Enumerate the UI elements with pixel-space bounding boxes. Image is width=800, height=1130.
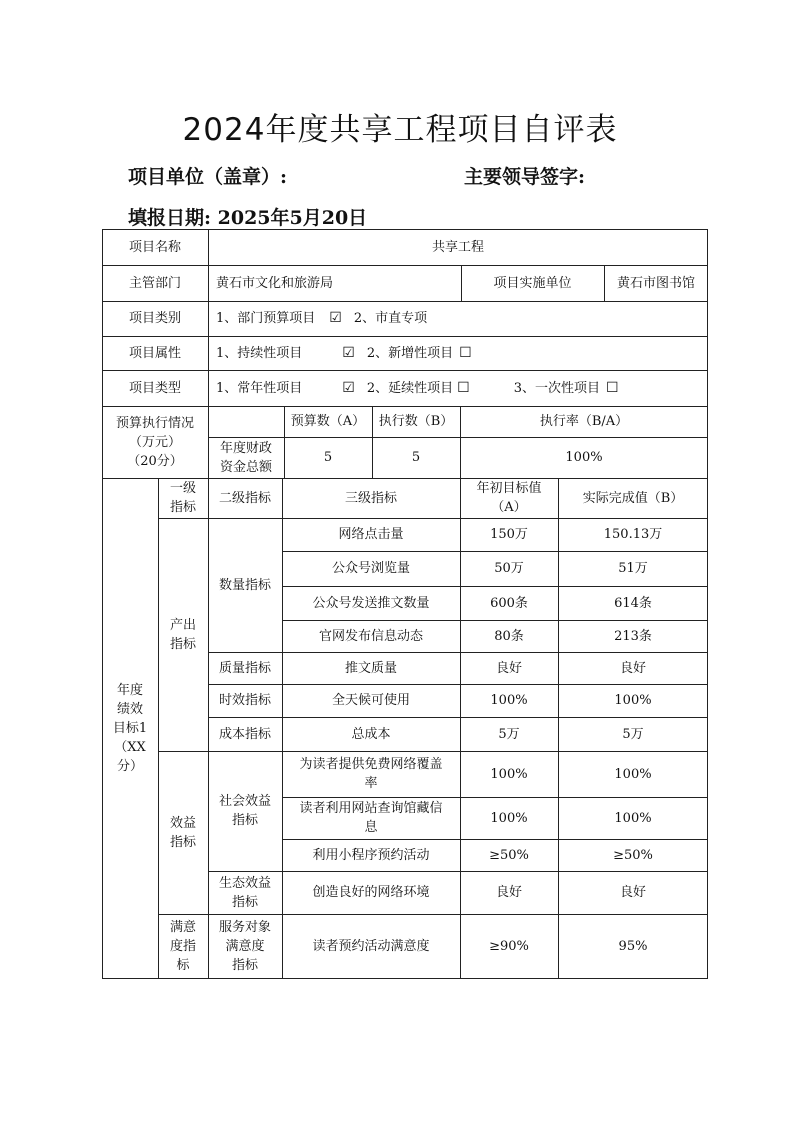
- head-target-line: 年初目标值: [476, 481, 542, 496]
- project-name-value: 共享工程: [431, 239, 484, 255]
- budget-col-rate: 执行率（B/A）: [539, 414, 629, 429]
- type-option-3: 3、一次性项目: [513, 380, 600, 396]
- indicator-actual: ≥50%: [613, 847, 653, 863]
- output-indicator-line: 产出: [169, 617, 196, 633]
- perf-goal-label-line: 分）: [116, 758, 143, 774]
- type-options: [208, 370, 708, 406]
- service-satisfaction-indicator: [208, 914, 282, 978]
- indicator-target: 良好: [495, 660, 522, 676]
- satisfaction-indicator-line: 度指: [169, 938, 196, 954]
- indicator-target: ≥90%: [489, 938, 529, 954]
- indicator-name: 全天候可使用: [331, 693, 410, 708]
- budget-label-line: （20分）: [127, 453, 183, 469]
- indicator-actual: 100%: [614, 810, 652, 826]
- attribute-option-2: 2、新增性项目: [366, 345, 454, 361]
- head-level1-line: 一级: [169, 481, 196, 496]
- indicator-actual: 良好: [619, 660, 646, 676]
- indicator-name: 官网发布信息动态: [318, 628, 423, 644]
- budget-a-value: 5: [323, 450, 333, 465]
- indicator-target: 100%: [490, 693, 528, 708]
- quantity-indicator: 数量指标: [218, 577, 271, 593]
- type-option-1: 1、常年性项目: [216, 380, 303, 396]
- dept-value: 黄石市文化和旅游局: [216, 275, 334, 291]
- indicator-target: 600条: [490, 595, 528, 611]
- output-indicator: [158, 518, 208, 751]
- indicator-name: 创造良好的网络环境: [312, 885, 430, 900]
- satisfaction-indicator: [158, 914, 208, 978]
- timeliness-indicator: 时效指标: [218, 693, 271, 708]
- satisfaction-indicator-line: 标: [176, 957, 190, 973]
- checkbox-empty-icon: ☐: [457, 379, 470, 396]
- indicator-name: 读者预约活动满意度: [312, 938, 430, 954]
- checkbox-checked-icon: ☑: [342, 344, 355, 361]
- perf-goal-label-line: 绩效: [116, 701, 143, 717]
- budget-col-b: 执行数（B）: [378, 414, 454, 429]
- budget-b-value: 5: [411, 450, 421, 465]
- satisfaction-indicator-line: 满意: [169, 919, 196, 935]
- social-benefit-line: 指标: [231, 813, 258, 828]
- head-target-line: （A）: [491, 500, 527, 515]
- indicator-actual: 95%: [618, 938, 648, 954]
- impl-unit-label: 项目实施单位: [493, 275, 572, 291]
- fill-date-label: 填报日期: 2025年5月20日: [128, 207, 368, 229]
- budget-row-label-line: 年度财政: [219, 440, 272, 456]
- checkbox-checked-icon: ☑: [342, 379, 355, 396]
- attribute-label: 项目属性: [128, 345, 181, 361]
- budget-rate-value: 100%: [565, 450, 603, 465]
- eco-benefit-line: 指标: [231, 894, 258, 910]
- impl-unit-value: 黄石市图书馆: [616, 275, 695, 291]
- type-option-2: 2、延续性项目: [366, 380, 454, 396]
- attribute-option-1: 1、持续性项目: [216, 345, 303, 361]
- perf-goal-label: [102, 478, 158, 978]
- indicator-actual: 51万: [618, 561, 648, 576]
- indicator-name: 公众号浏览量: [331, 561, 410, 576]
- leader-sign-label: 主要领导签字:: [464, 166, 586, 188]
- perf-goal-label-line: （XX: [114, 739, 146, 755]
- indicator-actual: 213条: [614, 628, 652, 644]
- quality-indicator: 质量指标: [218, 660, 271, 676]
- indicator-name: 推文质量: [344, 660, 397, 676]
- indicator-actual: 100%: [614, 693, 652, 708]
- dept-label: 主管部门: [128, 275, 181, 291]
- indicator-name: 为读者提供免费网络覆盖率: [299, 757, 443, 791]
- unit-label: 项目单位（盖章）:: [128, 166, 288, 188]
- head-level1-line: 指标: [169, 500, 196, 515]
- attribute-options: [208, 336, 708, 370]
- service-satisfaction-line: 指标: [231, 957, 258, 973]
- category-option-2: 2、市直专项: [353, 311, 428, 326]
- checkbox-checked-icon: ☑: [329, 310, 342, 326]
- perf-goal-label-line: 年度: [116, 682, 143, 698]
- indicator-target: 80条: [494, 628, 524, 644]
- page-title: 2024年度共享工程项目自评表: [182, 112, 618, 148]
- indicator-target: 5万: [498, 726, 520, 742]
- head-level3: 三级指标: [344, 490, 397, 506]
- head-target: [460, 478, 558, 518]
- head-level1: [158, 478, 208, 518]
- checkbox-empty-icon: ☐: [459, 344, 472, 361]
- indicator-actual: 5万: [622, 726, 644, 742]
- social-benefit-line: 社会效益: [218, 794, 271, 809]
- indicator-name: 公众号发送推文数量: [312, 595, 430, 611]
- indicator-target: 100%: [490, 810, 528, 826]
- project-name-label: 项目名称: [128, 239, 181, 255]
- perf-goal-label-line: 目标1: [112, 720, 148, 736]
- indicator-name: 利用小程序预约活动: [312, 847, 430, 863]
- indicator-target: 100%: [490, 766, 528, 782]
- indicator-target: 50万: [494, 561, 524, 576]
- indicator-name: 总成本: [351, 726, 391, 742]
- budget-label-line: （万元）: [128, 434, 181, 450]
- indicator-target: ≥50%: [489, 847, 529, 863]
- budget-row-label-line: 资金总额: [219, 459, 272, 475]
- indicator-target: 150万: [490, 527, 528, 542]
- eco-benefit-indicator: [208, 871, 282, 914]
- budget-row-label: [208, 437, 284, 478]
- budget-col-a: 预算数（A）: [290, 414, 366, 429]
- cost-indicator: 成本指标: [218, 726, 271, 742]
- budget-label-line: 预算执行情况: [115, 415, 194, 431]
- indicator-actual: 150.13万: [603, 527, 663, 542]
- budget-label: [102, 406, 208, 478]
- head-actual: 实际完成值（B）: [582, 490, 684, 506]
- effect-indicator-line: 指标: [169, 834, 196, 850]
- indicator-name: 读者利用网站查询馆藏信息: [299, 801, 443, 835]
- eco-benefit-line: 生态效益: [218, 875, 271, 891]
- head-level2: 二级指标: [218, 490, 271, 506]
- category-option-1: 1、部门预算项目: [216, 311, 316, 326]
- type-label: 项目类型: [128, 380, 181, 396]
- indicator-actual: 良好: [619, 885, 646, 900]
- service-satisfaction-line: 满意度: [225, 938, 265, 954]
- output-indicator-line: 指标: [169, 636, 196, 652]
- indicator-target: 良好: [495, 885, 522, 900]
- effect-indicator-line: 效益: [169, 815, 196, 831]
- checkbox-empty-icon: ☐: [605, 379, 619, 396]
- indicator-actual: 100%: [614, 766, 652, 782]
- indicator-actual: 614条: [614, 595, 652, 611]
- social-benefit-indicator: [208, 751, 282, 871]
- indicator-name: 网络点击量: [338, 527, 404, 542]
- category-options: [208, 301, 708, 336]
- service-satisfaction-line: 服务对象: [218, 919, 271, 935]
- category-label: 项目类别: [128, 311, 181, 326]
- effect-indicator: [158, 751, 208, 914]
